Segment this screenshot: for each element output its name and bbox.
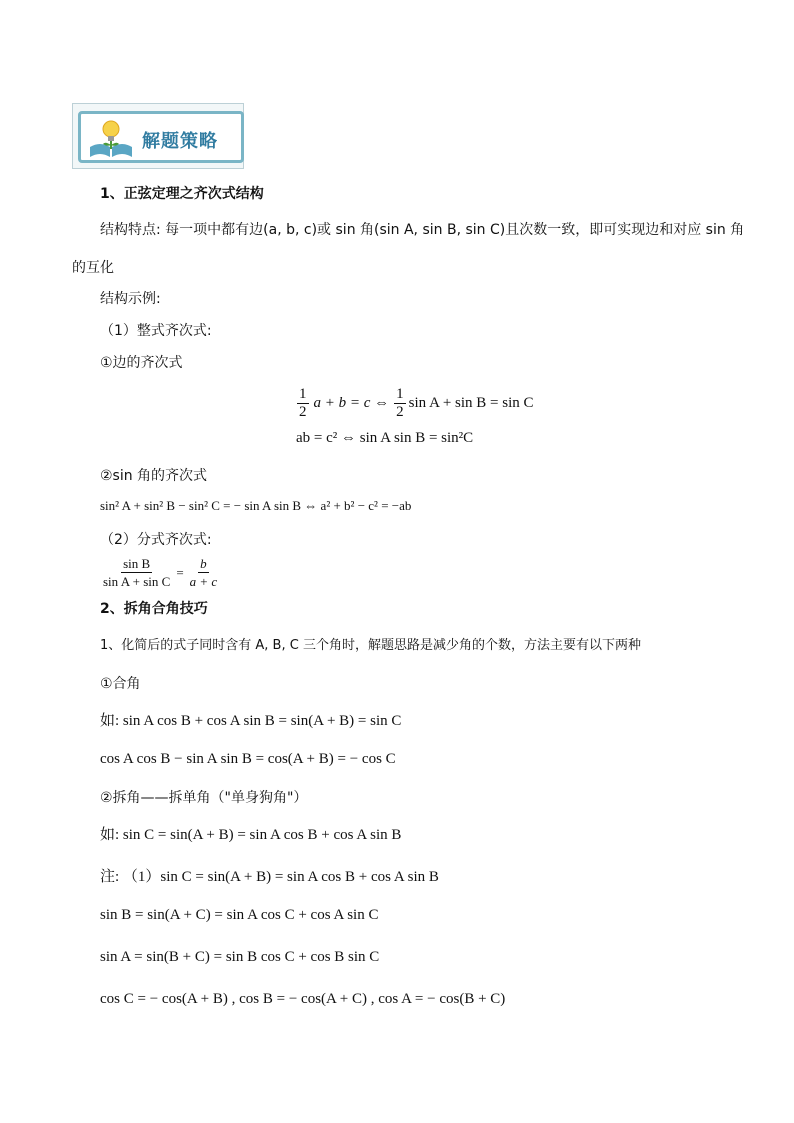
note-line-2: sin B = sin(A + C) = sin A cos C + cos A sin C (100, 907, 379, 923)
combine-angle-label: ①合角 (100, 676, 141, 692)
section2-heading: 2、拆角合角技巧 (100, 601, 208, 617)
combine-example-2: cos A cos B − sin A sin B = cos(A + B) = − cos C (100, 751, 396, 767)
equation-3: sin² A + sin² B − sin² C = − sin A sin B ⇔ a² + b² − c² = −ab (100, 498, 412, 513)
subheading-fraction: （2）分式齐次式: (100, 532, 212, 548)
feature-line-1: 结构特点: 每一项中都有边(a, b, c)或 sin 角(sin A, sin B, sin C)且次数一致，即可实现边和对应 sin 角 (100, 222, 745, 238)
fraction-numerator: 1 (396, 386, 404, 402)
equation-1 (296, 386, 534, 421)
equation-2: ab = c² ⇔ sin A sin B = sin²C (296, 430, 474, 446)
section2-intro: 1、化简后的式子同时含有 A, B, C 三个角时，解题思路是减少角的个数，方法主要有以下两种 (100, 638, 641, 653)
equation-1-right: sin A + sin B = sin C (408, 395, 534, 411)
fraction-denominator: 2 (299, 404, 307, 420)
fraction-right (188, 555, 220, 590)
combine-example-1: 如: sin A cos B + cos A sin B = sin(A + B) = sin C (100, 713, 402, 729)
fraction-left-denominator: sin A + sin C (103, 574, 171, 589)
fraction-right-denominator: a + c (189, 574, 218, 589)
section-badge (72, 103, 244, 169)
fraction-right-numerator: b (200, 556, 207, 571)
fraction-left (101, 555, 172, 590)
split-example: 如: sin C = sin(A + B) = sin A cos B + cos A sin B (100, 827, 402, 843)
lightbulb-book-icon (86, 117, 136, 159)
equation-1-left: a + b = c ⇔ (313, 395, 390, 411)
split-angle-label: ②拆角——拆单角（"单身狗角"） (100, 790, 308, 806)
feature-line-2: 的互化 (72, 260, 114, 276)
half-fraction (297, 386, 309, 421)
fraction-numerator: 1 (299, 386, 307, 402)
note-line-4: cos C = − cos(A + B) , cos B = − cos(A + C) , cos A = − cos(B + C) (100, 991, 506, 1007)
equals-sign: = (176, 564, 184, 580)
subheading-integral: （1）整式齐次式: (100, 323, 212, 339)
section1-heading: 1、正弦定理之齐次式结构 (100, 186, 264, 202)
sin-homogeneous-label: ②sin 角的齐次式 (100, 468, 208, 484)
example-label: 结构示例: (100, 291, 161, 307)
fraction-left-numerator: sin B (123, 556, 151, 571)
badge-title: 解题策略 (142, 131, 218, 152)
equation-fraction (100, 555, 220, 590)
note-line-1: 注: （1）sin C = sin(A + B) = sin A cos B + cos A sin B (100, 869, 439, 885)
fraction-denominator: 2 (396, 404, 404, 420)
note-line-3: sin A = sin(B + C) = sin B cos C + cos B sin C (100, 949, 380, 965)
side-homogeneous-label: ①边的齐次式 (100, 355, 183, 371)
half-fraction (394, 386, 406, 421)
